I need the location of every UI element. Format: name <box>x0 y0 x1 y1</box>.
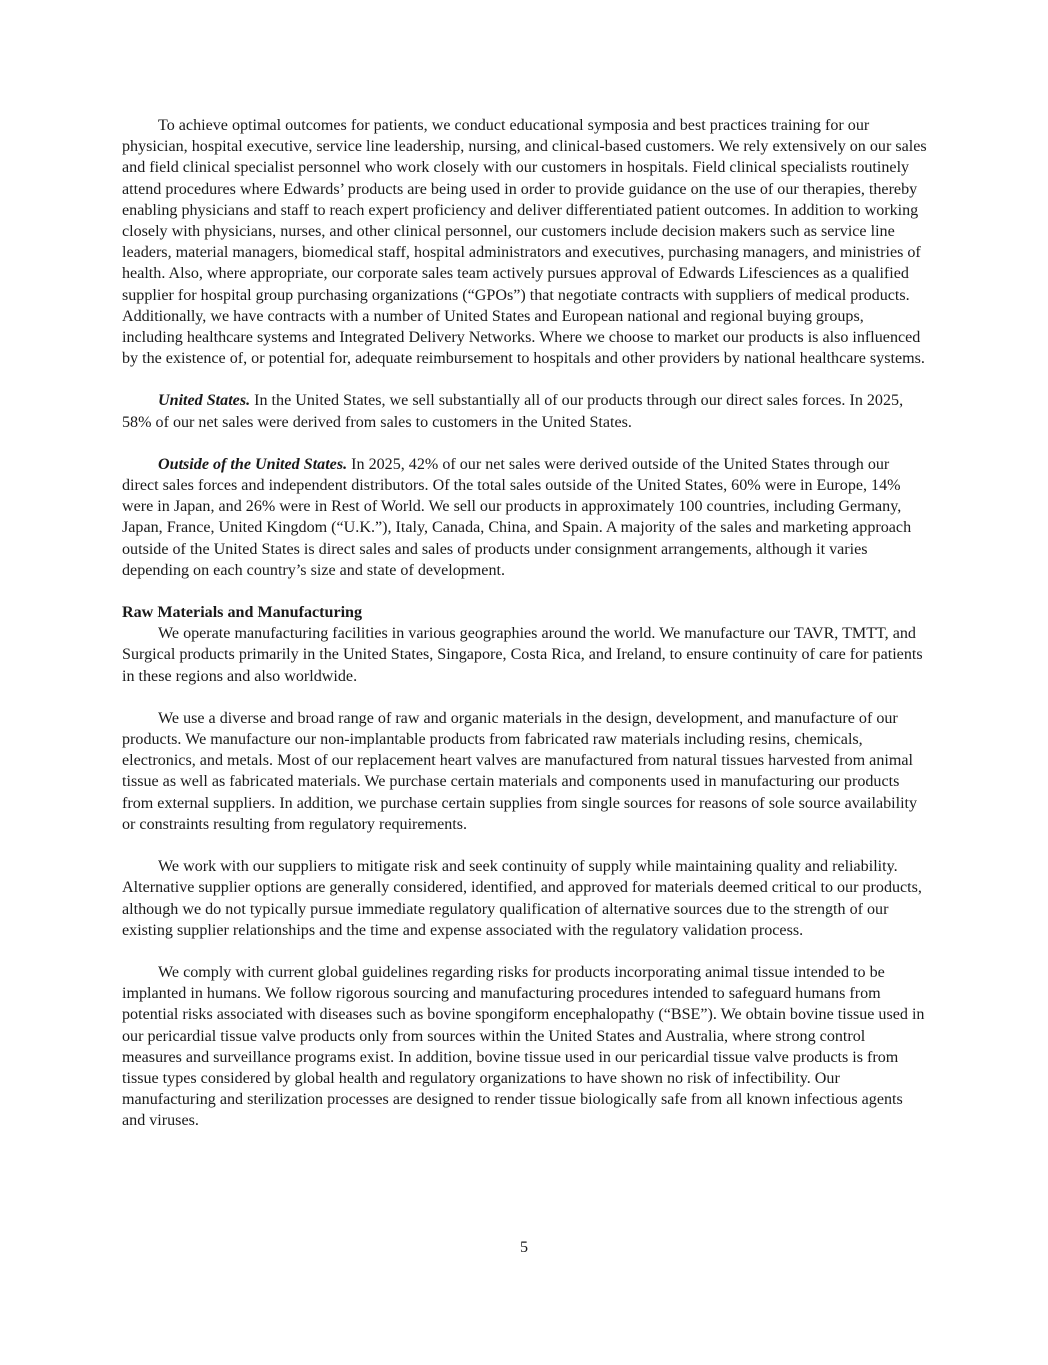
document-body <box>122 115 928 1153</box>
paragraph-outside-united-states <box>122 454 928 581</box>
paragraph-text-outside-united-states: In 2025, 42% of our net sales were derived outside of the United States through our direct sales forces and independent distributors. Of the total sales outside of the United States, 60% were in Europe, 14% were in Japan, and 26% were in Rest of World. We sell our products in approximately 100 countries, including Germany, Japan, France, United Kingdom (“U.K.”), Italy, Canada, China, and Spain. A majority of the sales and marketing approach outside of the United States is direct sales and sales of products under consignment arrangements, although it varies depending on each country’s size and state of development. <box>122 455 912 579</box>
paragraph-lead-united-states: United States. <box>158 392 251 410</box>
paragraph-text-united-states: In the United States, we sell substantially all of our products through our direct sales forces. In 2025, 58% of our net sales were derived from sales to customers in the United States. <box>122 392 904 431</box>
paragraph-animal-tissue: We comply with current global guidelines regarding risks for products incorporating animal tissue intended to be implanted in humans. We follow rigorous sourcing and manufacturing procedures intended to safeguard humans from potential risks associated with diseases such as bovine spongiform encephalopathy (“BSE”). We obtain bovine tissue used in our pericardial tissue valve products only from sources within the United States and Australia, where strong control measures and surveillance programs exist. In addition, bovine tissue used in our pericardial tissue valve products is from tissue types considered by global health and regulatory organizations to have shown no risk of infectibility. Our manufacturing and sterilization processes are designed to render tissue biologically safe from all known infectious agents and viruses. <box>122 963 925 1130</box>
section-heading-raw-materials: Raw Materials and Manufacturing <box>122 604 363 622</box>
paragraph-customer-training: To achieve optimal outcomes for patients, we conduct educational symposia and best practices training for our physician, hospital executive, service line leadership, nursing, and clinical-based customers. We rely extensively on our sales and field clinical specialist personnel who work closely with our customers in hospitals. Field clinical specialists routinely attend procedures where Edwards’ products are being used in order to provide guidance on the use of our therapies, thereby enabling physicians and staff to reach expert proficiency and deliver differentiated patient outcomes. In addition to working closely with physicians, nurses, and other clinical personnel, our customers include decision makers such as service line leaders, material managers, biomedical staff, hospital administrators and executives, purchasing managers, and ministries of health. Also, where appropriate, our corporate sales team actively pursues approval of Edwards Lifesciences as a qualified supplier for hospital group purchasing organizations (“GPOs”) that negotiate contracts with suppliers of medical products. Additionally, we have contracts with a number of United States and European national and regional buying groups, including healthcare systems and Integrated Delivery Networks. Where we choose to market our products is also influenced by the existence of, or potential for, adequate reimbursement to hospitals and other providers by national healthcare systems. <box>122 117 927 368</box>
paragraph-united-states <box>122 390 928 432</box>
page-number: 5 <box>519 1239 529 1256</box>
paragraph-raw-materials: We use a diverse and broad range of raw and organic materials in the design, development, and manufacture of our products. We manufacture our non-implantable products from fabricated raw materials including resins, chemicals, electronics, and metals. Most of our replacement heart valves are manufactured from natural tissues harvested from animal tissue as well as fabricated materials. We purchase certain materials and components used in manufacturing our products from external suppliers. In addition, we purchase certain supplies from single sources for reasons of sole source availability or constraints resulting from regulatory requirements. <box>122 709 918 833</box>
paragraph-suppliers: We work with our suppliers to mitigate risk and seek continuity of supply while maintaining quality and reliability. Alternative supplier options are generally considered, identified, and approved for materials deemed critical to our products, although we do not typically pursue immediate regulatory qualification of alternative sources due to the strength of our existing supplier relationships and the time and expense associated with the regulatory validation process. <box>122 858 922 939</box>
paragraph-lead-outside-united-states: Outside of the United States. <box>158 455 348 473</box>
paragraph-manufacturing-facilities: We operate manufacturing facilities in various geographies around the world. We manufacture our TAVR, TMTT, and Surgical products primarily in the United States, Singapore, Costa Rica, and Ireland, to ensure continuity of care for patients in these regions and also worldwide. <box>122 625 923 685</box>
